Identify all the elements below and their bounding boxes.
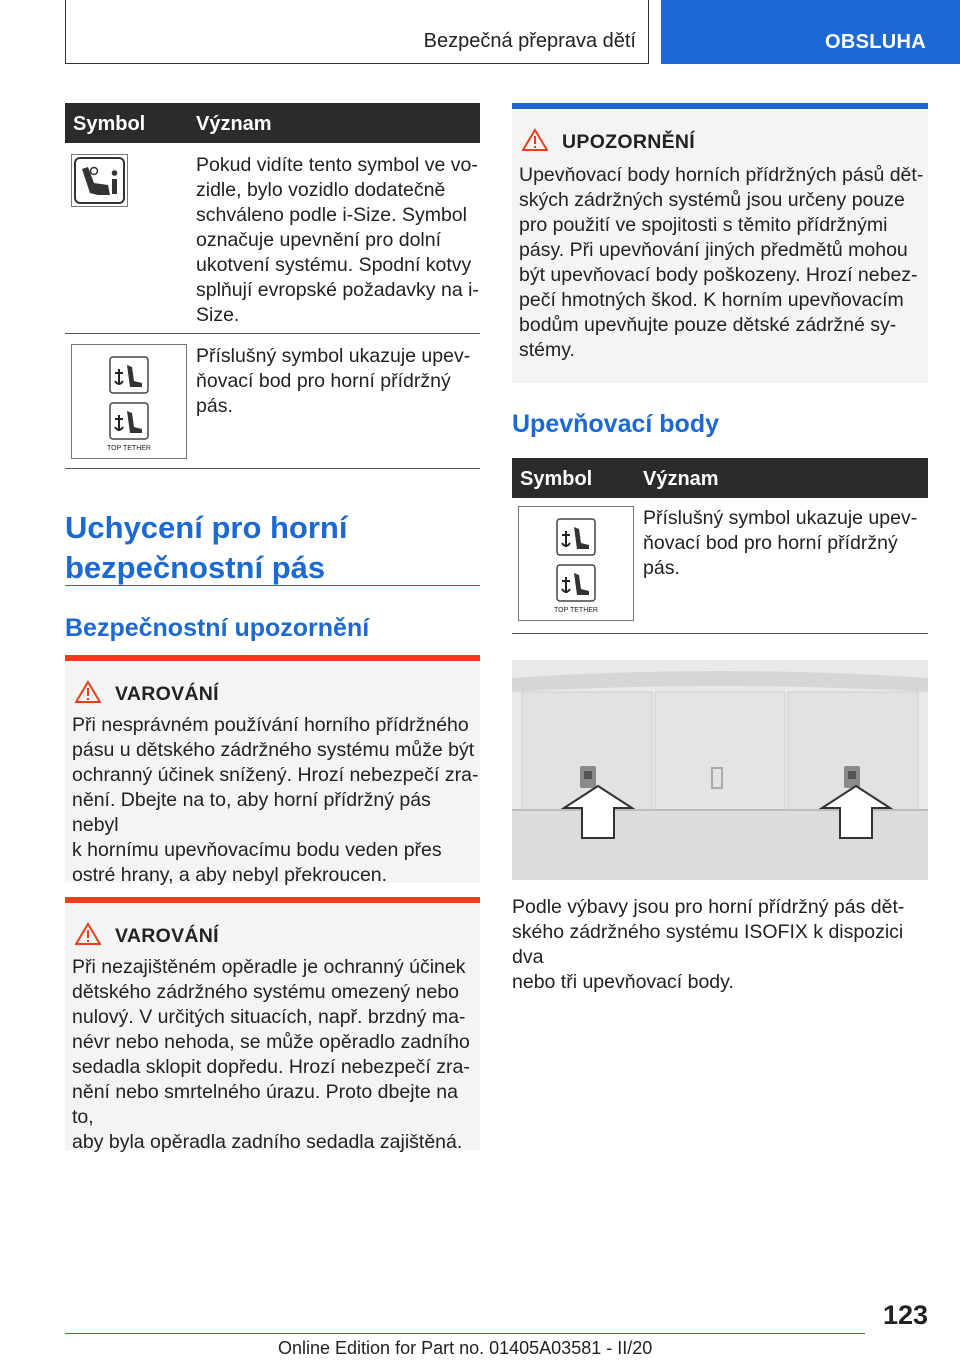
section-title: Uchycení pro horní bezpečnostní pás xyxy=(65,510,348,585)
col-meaning-header: Význam xyxy=(196,113,272,135)
section-title-rule xyxy=(65,585,480,586)
col-meaning-header: Význam xyxy=(643,468,719,490)
warning-box xyxy=(65,897,480,1153)
warning-bar xyxy=(65,655,480,661)
table-header xyxy=(512,458,928,498)
footer-rule xyxy=(65,1333,865,1334)
symbol-table-right xyxy=(512,458,928,634)
header-section-title: Bezpečná přeprava dětí xyxy=(423,30,636,52)
table-row xyxy=(512,498,928,634)
notice-bar xyxy=(512,103,928,109)
row-meaning-top-tether: Příslušný symbol ukazuje upev- ňovací bod pro horní přídržný pás. xyxy=(643,507,918,579)
warning-title: VAROVÁNÍ xyxy=(115,925,219,947)
table-header xyxy=(65,103,480,143)
svg-text:TOP TETHER: TOP TETHER xyxy=(107,445,151,452)
warning-icon xyxy=(75,680,101,704)
table-row xyxy=(65,143,480,334)
row-meaning-top-tether: Příslušný symbol ukazuje upev- ňovací bod pro horní přídržný pás. xyxy=(196,345,471,417)
notice-title: UPOZORNĚNÍ xyxy=(562,131,696,153)
right-section-title: Upevňovací body xyxy=(512,410,719,438)
caution-icon xyxy=(522,128,548,152)
subsection-title: Bezpečnostní upozornění xyxy=(65,614,370,642)
notice-box xyxy=(512,103,928,383)
notice-text: Upevňovací body horních přídržných pásů dět- ských zádržných systémů jsou určeny pouze pro použití ve spojitosti s těmito přídržnými pásy. Při upevňování jiných předmětů mohou být upevňovací body poškozeny. Hrozí nebez- pečí hmotných škod. K horním upevňovacím bodům upevňujte pouze dětské zádržné sy- stémy. xyxy=(519,164,924,361)
page-number: 123 xyxy=(882,1300,928,1330)
symbol-table-top xyxy=(65,103,480,469)
header-chapter-title: OBSLUHA xyxy=(825,31,926,53)
table-row xyxy=(65,334,480,469)
row-meaning-isize: Pokud vidíte tento symbol ve vo- zidle, bylo vozidlo dodatečně schváleno podle i-Size. Symbol označuje upevnění pro dolní ukotvení systému. Spodní kotvy splňují evropské požadavky na i- Size. xyxy=(196,154,479,326)
top-tether-icon xyxy=(71,344,187,459)
photo-caption: Podle výbavy jsou pro horní přídržný pás dět- ského zádržného systému ISOFIX k dispozici dva nebo tři upevňovací body. xyxy=(512,896,905,993)
isize-seat-icon xyxy=(71,154,128,207)
warning-text: Při nezajištěném opěradle je ochranný účinek dětského zádržného systému omezený nebo nulový. V určitých situacích, např. brzdný ma- névr nebo nehoda, se může opěradlo zadního sedadla sklopit dopředu. Hrozí nebezpečí zra- nění nebo smrtelného úrazu. Proto dbejte na to, aby byla opěradla zadního sedadla zajištěná. xyxy=(72,956,470,1153)
top-tether-icon xyxy=(518,506,634,621)
header-chapter-tab xyxy=(661,0,960,64)
warning-bar xyxy=(65,897,480,903)
warning-icon xyxy=(75,922,101,946)
warning-box xyxy=(65,655,480,886)
footer-edition: Online Edition for Part no. 01405A03581 - II/20 xyxy=(278,1338,653,1358)
warning-text: Při nesprávném používání horního přídržného pásu u dětského zádržného systému může být ochranný účinek snížený. Hrozí nebezpečí zra- nění. Dbejte na to, aby horní přídržný pás nebyl k hornímu upevňovacímu bodu veden přes ostré hrany, a aby nebyl překroucen. xyxy=(72,714,479,886)
anchor-points-photo xyxy=(512,660,928,880)
col-symbol-header: Symbol xyxy=(73,113,146,135)
header-section-tab xyxy=(65,0,649,64)
warning-title: VAROVÁNÍ xyxy=(115,683,219,705)
svg-text:TOP TETHER: TOP TETHER xyxy=(554,607,598,614)
col-symbol-header: Symbol xyxy=(520,468,593,490)
